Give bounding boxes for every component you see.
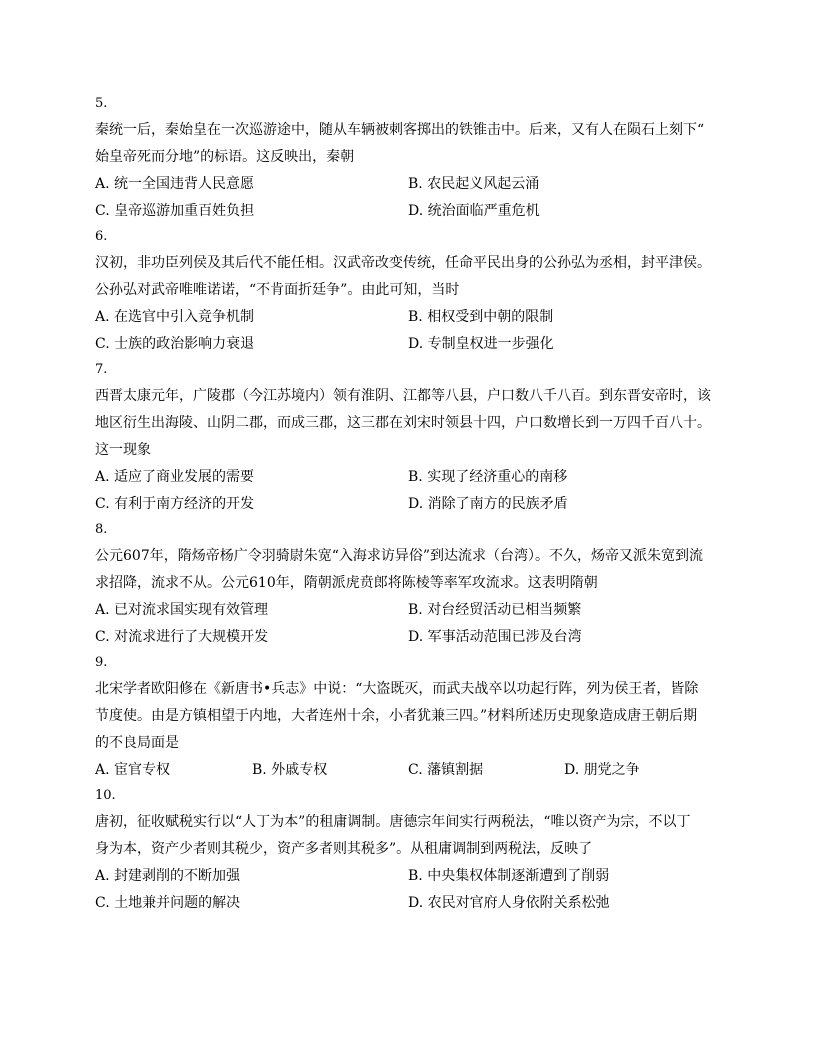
option-d[interactable]: D. 农民对官府人身依附关系松弛 bbox=[408, 895, 610, 911]
option-b[interactable]: B. 实现了经济重心的南移 bbox=[408, 469, 568, 485]
option-d[interactable]: D. 统治面临严重危机 bbox=[408, 203, 540, 219]
option-a[interactable]: A. 已对流求国实现有效管理 bbox=[95, 602, 269, 618]
option-a[interactable]: A. 统一全国违背人民意愿 bbox=[95, 176, 255, 192]
option-b[interactable]: B. 对台经贸活动已相当频繁 bbox=[408, 602, 582, 618]
option-c[interactable]: C. 藩镇割据 bbox=[408, 762, 484, 778]
option-d[interactable]: D. 朋党之争 bbox=[564, 762, 640, 778]
question-stem-line: 唐初，征收赋税实行以“人丁为本”的租庸调制。唐德宗年间实行两税法，“唯以资产为宗，不以丁 bbox=[95, 814, 691, 830]
option-c[interactable]: C. 土地兼并问题的解决 bbox=[95, 895, 241, 911]
option-b[interactable]: B. 农民起义风起云涌 bbox=[408, 176, 540, 192]
option-c[interactable]: C. 士族的政治影响力衰退 bbox=[95, 336, 255, 352]
question-stem-line: 公元607年，隋炀帝杨广令羽骑尉朱宽“入海求访异俗”到达流求（台湾）。不久，炀帝又派朱宽到流 bbox=[95, 548, 704, 564]
question-stem-line: 节度使。由是方镇相望于内地，大者连州十余，小者犹兼三四。”材料所述历史现象造成唐王朝后期 bbox=[95, 708, 698, 724]
option-c[interactable]: C. 皇帝巡游加重百姓负担 bbox=[95, 203, 255, 219]
question-stem-line: 公孙弘对武帝唯唯诺诺，“不肯面折廷争”。由此可知，当时 bbox=[95, 282, 460, 298]
question-number: 6. bbox=[95, 229, 108, 244]
question-stem-line: 身为本，资产少者则其税少，资产多者则其税多”。从租庸调制到两税法，反映了 bbox=[95, 841, 593, 857]
question-stem-line: 地区衍生出海陵、山阴二郡，而成三郡，这三郡在刘宋时领县十四，户口数增长到一万四千百八十。 bbox=[95, 415, 711, 431]
question-stem-line: 西晋太康元年，广陵郡（今江苏境内）领有淮阴、江都等八县，户口数八千八百。到东晋安帝时，该 bbox=[95, 388, 711, 404]
option-b[interactable]: B. 外戚专权 bbox=[252, 762, 328, 778]
option-a[interactable]: A. 宦官专权 bbox=[95, 762, 171, 778]
question-stem-line: 始皇帝死而分地”的标语。这反映出，秦朝 bbox=[95, 149, 355, 165]
question-stem-line: 求招降，流求不从。公元610年，隋朝派虎贲郎将陈棱等率军攻流求。这表明隋朝 bbox=[95, 575, 598, 591]
question-stem-line: 秦统一后，秦始皇在一次巡游途中，随从车辆被刺客掷出的铁锥击中。后来，又有人在陨石上刻下“ bbox=[95, 122, 705, 138]
question-number: 5. bbox=[95, 96, 108, 111]
option-c[interactable]: C. 有利于南方经济的开发 bbox=[95, 496, 255, 512]
question-stem-line: 北宋学者欧阳修在《新唐书•兵志》中说：“大盗既灭，而武夫战卒以功起行阵，列为侯王者，皆除 bbox=[95, 681, 699, 697]
question-number: 9. bbox=[95, 655, 108, 670]
question-number: 8. bbox=[95, 522, 108, 537]
option-d[interactable]: D. 军事活动范围已涉及台湾 bbox=[408, 629, 582, 645]
question-stem-line: 的不良局面是 bbox=[95, 735, 179, 751]
option-a[interactable]: A. 适应了商业发展的需要 bbox=[95, 469, 255, 485]
option-c[interactable]: C. 对流求进行了大规模开发 bbox=[95, 629, 269, 645]
option-a[interactable]: A. 封建剥削的不断加强 bbox=[95, 868, 241, 884]
question-stem-line: 这一现象 bbox=[95, 442, 151, 458]
option-b[interactable]: B. 相权受到中朝的限制 bbox=[408, 309, 554, 325]
option-d[interactable]: D. 专制皇权进一步强化 bbox=[408, 336, 554, 352]
question-number: 10. bbox=[95, 788, 116, 803]
question-number: 7. bbox=[95, 362, 108, 377]
option-d[interactable]: D. 消除了南方的民族矛盾 bbox=[408, 496, 568, 512]
question-stem-line: 汉初，非功臣列侯及其后代不能任相。汉武帝改变传统，任命平民出身的公孙弘为丞相，封平津侯。 bbox=[95, 255, 711, 271]
option-b[interactable]: B. 中央集权体制逐渐遭到了削弱 bbox=[408, 868, 610, 884]
option-a[interactable]: A. 在选官中引入竞争机制 bbox=[95, 309, 255, 325]
